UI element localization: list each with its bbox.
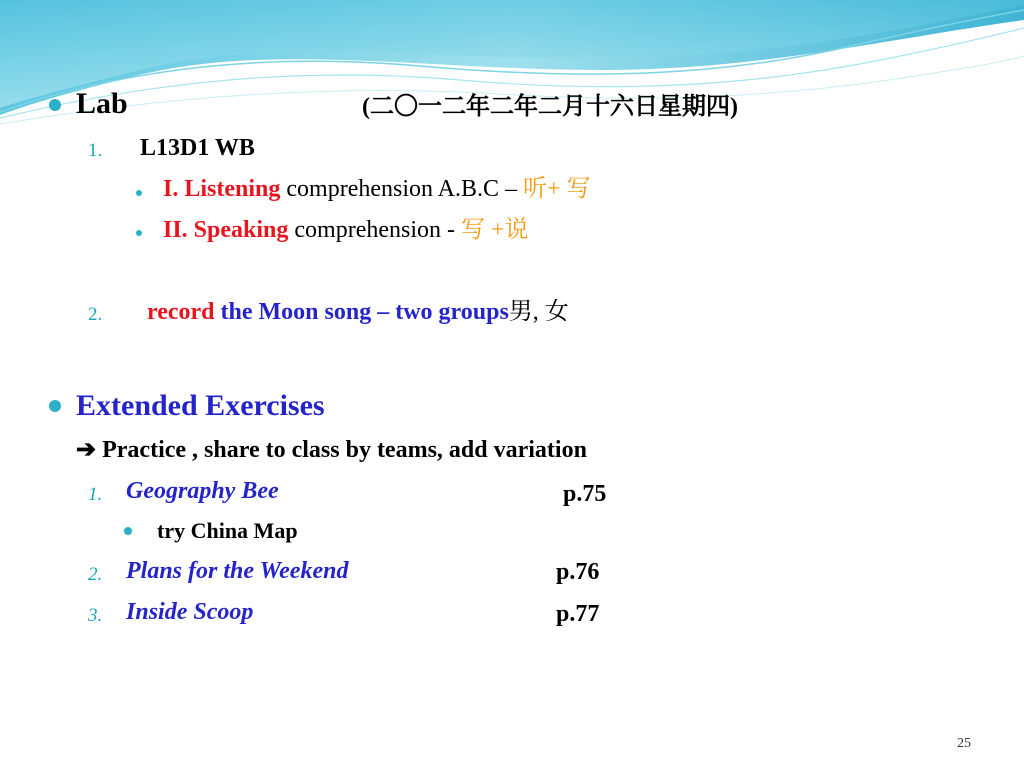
sub-bullet bbox=[124, 527, 132, 535]
extended-item-1-number: 1. bbox=[88, 484, 103, 505]
extended-item-3-number: 3. bbox=[88, 605, 103, 626]
listening-cjk: 听+ 写 bbox=[523, 176, 591, 202]
speaking-text: comprehension - bbox=[288, 217, 462, 243]
speaking-label: II. Speaking bbox=[163, 217, 289, 243]
lab-item-2-number: 2. bbox=[88, 304, 103, 325]
extended-item-3-page: p.77 bbox=[556, 601, 600, 627]
groups-cjk: 男, 女 bbox=[508, 299, 569, 325]
extended-heading: Extended Exercises bbox=[76, 389, 325, 422]
listening-line bbox=[163, 175, 591, 203]
sub-bullet bbox=[136, 230, 142, 236]
lab-item-1-number: 1. bbox=[88, 140, 103, 161]
practice-text: Practice , share to class by teams, add variation bbox=[96, 437, 587, 463]
listening-text: comprehension A.B.C – bbox=[280, 176, 524, 202]
speaking-line bbox=[163, 216, 529, 244]
record-word: record bbox=[147, 299, 215, 325]
lab-heading: Lab bbox=[76, 87, 128, 120]
extended-item-2-number: 2. bbox=[88, 564, 103, 585]
sub-bullet bbox=[136, 190, 142, 196]
lab-item-1-text: L13D1 WB bbox=[140, 135, 255, 161]
lab-bullet bbox=[49, 99, 61, 111]
arrow-right-icon: ➔ bbox=[76, 437, 97, 463]
extended-item-1-page: p.75 bbox=[563, 481, 607, 507]
practice-line bbox=[76, 436, 587, 464]
extended-item-1-label: Geography Bee bbox=[126, 478, 279, 504]
speaking-cjk: 写 +说 bbox=[461, 217, 529, 243]
extended-bullet bbox=[49, 400, 61, 412]
listening-label: I. Listening bbox=[163, 176, 281, 202]
extended-item-2-label: Plans for the Weekend bbox=[126, 558, 349, 584]
lab-item-2-line bbox=[147, 298, 569, 326]
slide-number: 25 bbox=[957, 736, 971, 751]
moon-song-text: the Moon song – two groups bbox=[214, 299, 509, 325]
extended-item-2-page: p.76 bbox=[556, 559, 600, 585]
try-china-map: try China Map bbox=[157, 518, 298, 543]
lab-date: (二〇一二年二年二月十六日星期四) bbox=[362, 94, 738, 120]
extended-item-3-label: Inside Scoop bbox=[126, 599, 254, 625]
